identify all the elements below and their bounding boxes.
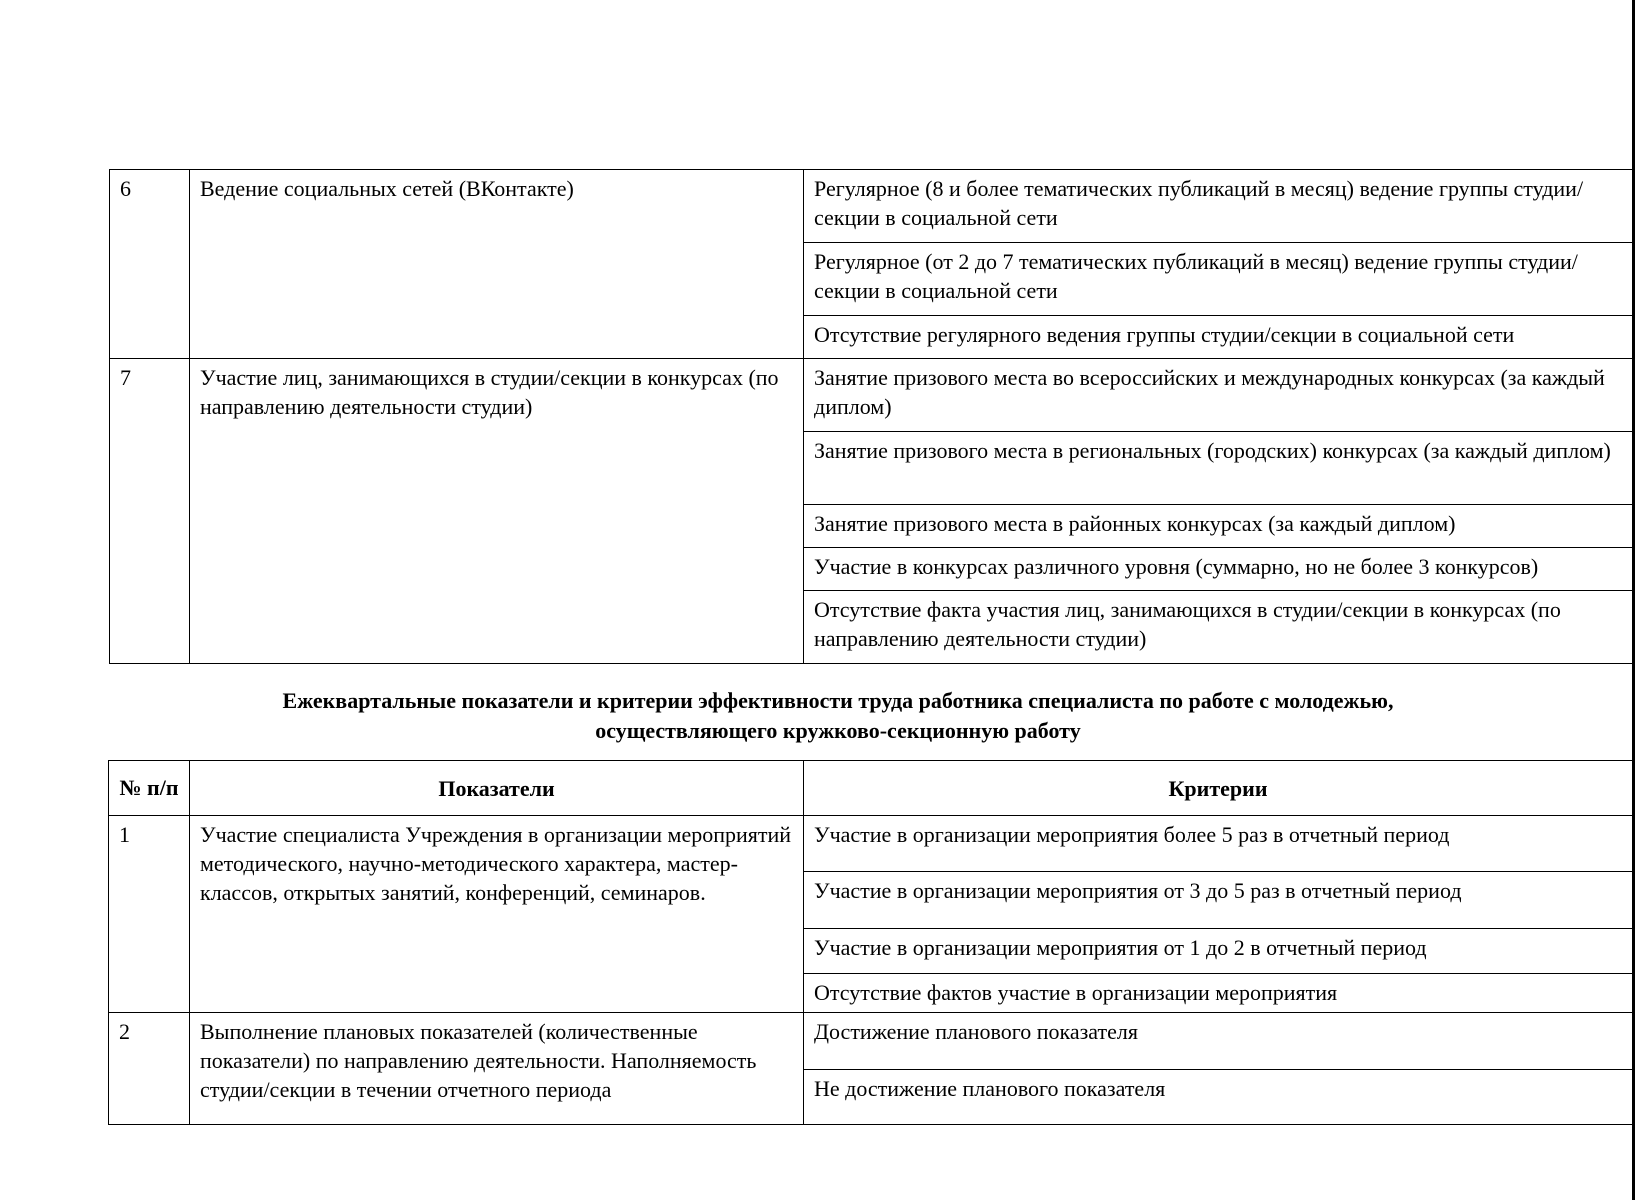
header-number: № п/п <box>109 761 190 816</box>
criterion-cell: Занятие призового места во всероссийских и международных конкурсах (за каждый диплом) <box>804 359 1634 432</box>
criterion-cell: Регулярное (от 2 до 7 тематических публикаций в месяц) ведение группы студии/секции в социальной сети <box>804 243 1634 316</box>
row-number: 1 <box>109 816 190 1013</box>
table-row <box>109 816 1633 872</box>
criterion-cell: Достижение планового показателя <box>804 1013 1633 1070</box>
indicator-cell: Выполнение плановых показателей (количественные показатели) по направлению деятельности. Наполняемость студии/секции в течении отчетного периода <box>190 1013 804 1125</box>
criteria-table-top <box>109 169 1634 664</box>
criteria-table-bottom <box>108 760 1633 1125</box>
table-row <box>109 1013 1633 1070</box>
criterion-cell: Занятие призового места в региональных (городских) конкурсах (за каждый диплом) <box>804 432 1634 505</box>
row-number: 7 <box>110 359 190 664</box>
criterion-cell: Занятие призового места в районных конкурсах (за каждый диплом) <box>804 505 1634 548</box>
criterion-cell: Участие в организации мероприятия более 5 раз в отчетный период <box>804 816 1633 872</box>
indicator-cell: Участие специалиста Учреждения в организации мероприятий методического, научно-методического характера, мастер-классов, открытых занятий, конференций, семинаров. <box>190 816 804 1013</box>
header-indicators: Показатели <box>190 761 804 816</box>
table-row <box>110 359 1634 432</box>
criterion-cell: Участие в конкурсах различного уровня (суммарно, но не более 3 конкурсов) <box>804 548 1634 591</box>
section-title-line: Ежеквартальные показатели и критерии эффективности труда работника специалиста по работе с молодежью, <box>282 688 1394 713</box>
row-number: 2 <box>109 1013 190 1125</box>
criterion-cell: Участие в организации мероприятия от 3 до 5 раз в отчетный период <box>804 872 1633 929</box>
section-title-line: осуществляющего кружково-секционную работу <box>595 718 1081 743</box>
indicator-cell: Ведение социальных сетей (ВКонтакте) <box>190 170 804 359</box>
criterion-cell: Не достижение планового показателя <box>804 1070 1633 1125</box>
table-header-row <box>109 761 1633 816</box>
criterion-cell: Отсутствие факта участия лиц, занимающихся в студии/секции в конкурсах (по направлению деятельности студии) <box>804 591 1634 664</box>
criterion-cell: Регулярное (8 и более тематических публикаций в месяц) ведение группы студии/секции в социальной сети <box>804 170 1634 243</box>
indicator-cell: Участие лиц, занимающихся в студии/секции в конкурсах (по направлению деятельности студии) <box>190 359 804 664</box>
header-criteria: Критерии <box>804 761 1633 816</box>
criterion-cell: Участие в организации мероприятия от 1 до 2 в отчетный период <box>804 929 1633 974</box>
table-row <box>110 170 1634 243</box>
criterion-cell: Отсутствие регулярного ведения группы студии/секции в социальной сети <box>804 316 1634 359</box>
row-number: 6 <box>110 170 190 359</box>
criterion-cell: Отсутствие фактов участие в организации мероприятия <box>804 974 1633 1013</box>
section-title <box>108 686 1568 746</box>
